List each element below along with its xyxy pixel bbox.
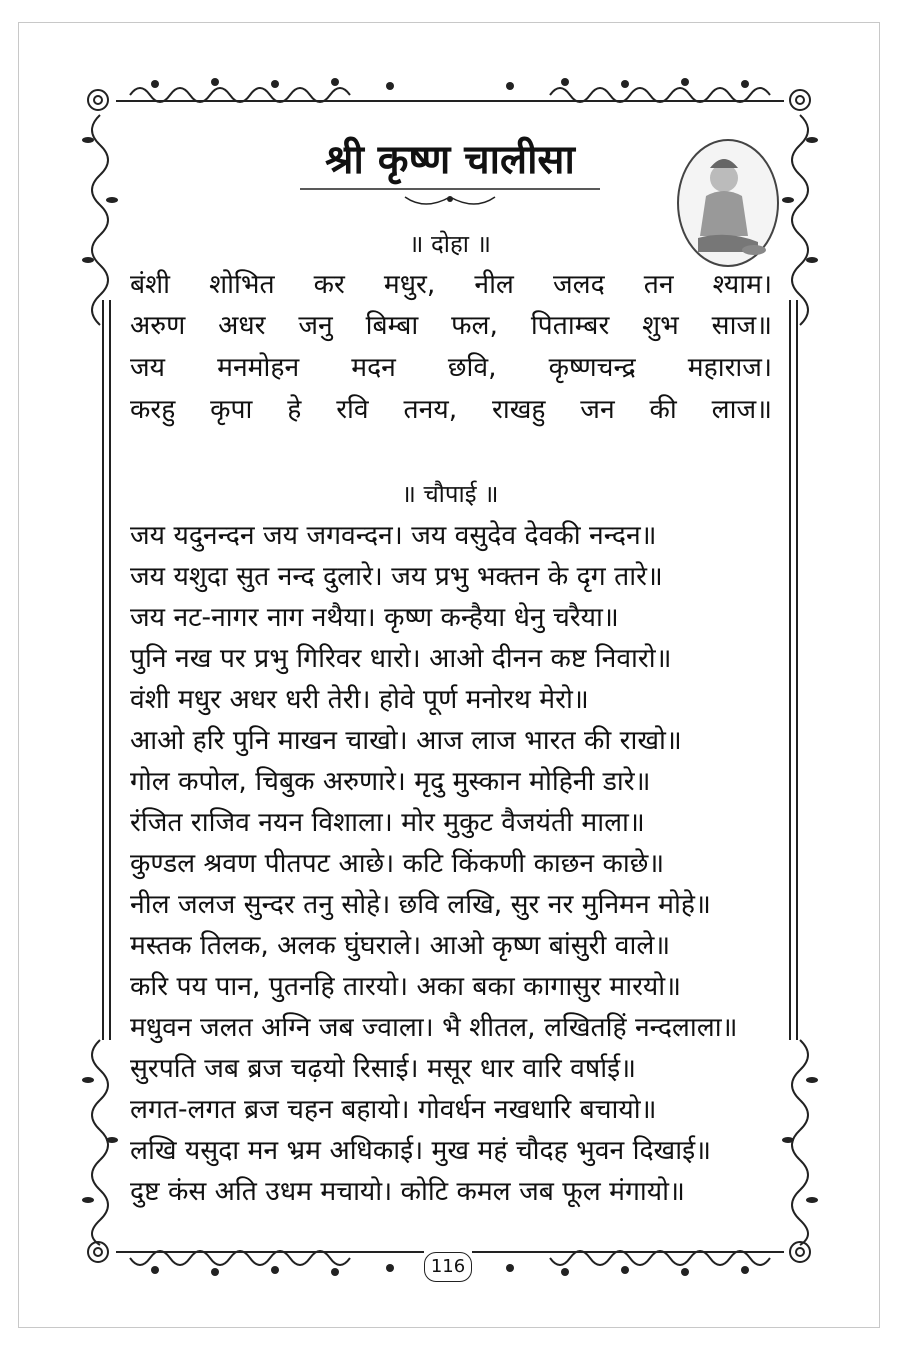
doha-line: अरुण अधर जनु बिम्बा फल, पिताम्बर शुभ साज॥ (130, 310, 772, 341)
chaupai-line: जय यशुदा सुत नन्द दुलारे। जय प्रभु भक्तन के दृग तारे॥ (130, 561, 663, 592)
doha-line: करहु कृपा हे रवि तनय, राखहु जन की लाज॥ (130, 394, 772, 425)
chaupai-line: नील जलज सुन्दर तनु सोहे। छवि लखि, सुर नर मुनिमन मोहे॥ (130, 889, 711, 920)
chaupai-line: लगत-लगत ब्रज चहन बहायो। गोवर्धन नखधारि बचायो॥ (130, 1094, 657, 1125)
chaupai-line: जय यदुनन्दन जय जगवन्दन। जय वसुदेव देवकी नन्दन॥ (130, 520, 657, 551)
chaupai-line: दुष्ट कंस अति उधम मचायो। कोटि कमल जब फूल मंगायो॥ (130, 1176, 685, 1207)
chaupai-line: वंशी मधुर अधर धरी तेरी। होवे पूर्ण मनोरथ मेरो॥ (130, 684, 589, 715)
chaupai-line: गोल कपोल, चिबुक अरुणारे। मृदु मुस्कान मोहिनी डारे॥ (130, 766, 651, 797)
chaupai-line: सुरपति जब ब्रज चढ़यो रिसाई। मसूर धार वारि वर्षाई॥ (130, 1053, 636, 1084)
chaupai-line: रंजित राजिव नयन विशाला। मोर मुकुट वैजयंती माला॥ (130, 807, 645, 838)
chaupai-line: कुण्डल श्रवण पीतपट आछे। कटि किंकणी काछन काछे॥ (130, 848, 665, 879)
title-divider-ornament (300, 185, 600, 211)
chaupai-line: मस्तक तिलक, अलक घुंघराले। आओ कृष्ण बांसुरी वाले॥ (130, 930, 671, 961)
doha-line: बंशी शोभित कर मधुर, नील जलद तन श्याम। (130, 269, 772, 300)
chaupai-line: पुनि नख पर प्रभु गिरिवर धारो। आओ दीनन कष्ट निवारो॥ (130, 643, 672, 674)
chaupai-line: मधुवन जलत अग्नि जब ज्वाला। भै शीतल, लखितहिं नन्दलाला॥ (130, 1012, 738, 1043)
chaupai-line: लखि यसुदा मन भ्रम अधिकाई। मुख महं चौदह भुवन दिखाई॥ (130, 1135, 711, 1166)
page-number: 116 (424, 1252, 472, 1282)
doha-line: जय मनमोहन मदन छवि, कृष्णचन्द्र महाराज। (130, 352, 772, 383)
chaupai-line: जय नट-नागर नाग नथैया। कृष्ण कन्हैया धेनु चरैया॥ (130, 602, 619, 633)
chaupai-line: करि पय पान, पुतनहि तारयो। अका बका कागासुर मारयो॥ (130, 971, 682, 1002)
chaupai-heading: ॥ चौपाई ॥ (401, 480, 499, 508)
page-title: श्री कृष्ण चालीसा (325, 137, 575, 183)
doha-heading: ॥ दोहा ॥ (409, 230, 491, 258)
chaupai-line: आओ हरि पुनि माखन चाखो। आज लाज भारत की राखो॥ (130, 725, 682, 756)
